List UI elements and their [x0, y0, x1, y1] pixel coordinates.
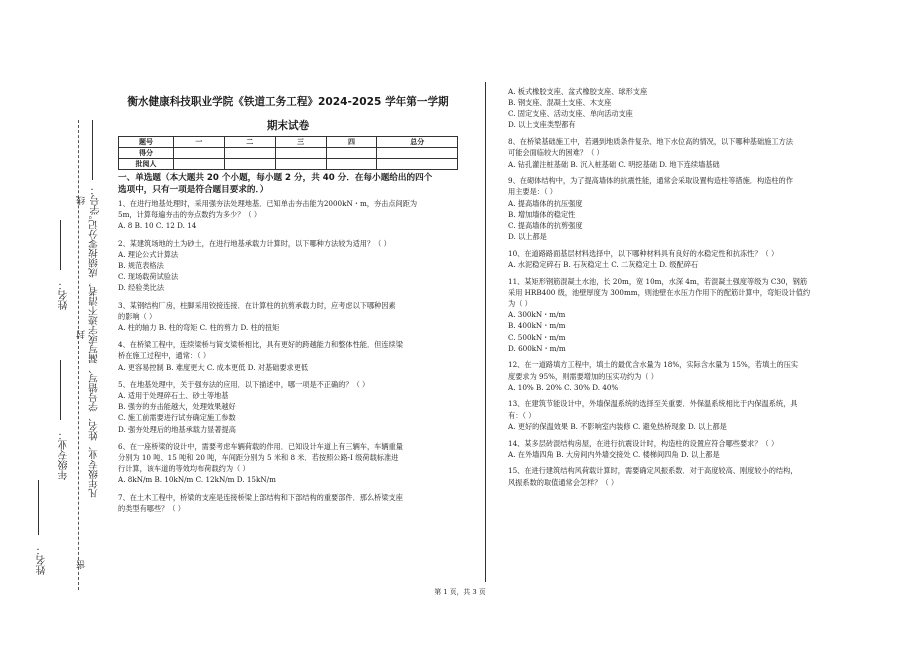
question-item — [508, 276, 838, 354]
question-option: B. 400kN・m/m — [508, 321, 566, 331]
question-option: A. 理论公式计算法 — [118, 249, 179, 259]
score-row — [119, 148, 458, 159]
question-option: A. 8kN/m B. 10kN/m C. 12kN/m D. 15kN/m — [118, 475, 276, 485]
question-stem: 14、某多层砖混结构房屋，在进行抗震设计时，构造柱的设置应符合哪些要求？（ ） — [508, 438, 779, 448]
question-option: C. 500kN・m/m — [508, 332, 566, 342]
name-field-2[interactable] — [38, 480, 39, 535]
question-stem: 10、在道路路面基层材料选择中，以下哪种材料具有良好的水稳定性和抗冻性？（ ） — [508, 248, 779, 258]
name-field[interactable] — [60, 220, 61, 270]
seal-mark-line: 线 — [77, 196, 87, 205]
question-option: A. 更好的保温效果 B. 不影响室内装修 C. 避免热桥现象 D. 以上都是 — [508, 421, 727, 431]
question-stem: 4、在桥梁工程中，连续梁桥与简支梁桥相比，具有更好的跨越能力和整体性能．但连续梁 — [118, 340, 403, 350]
question-stem: 5m，计算每遍夯击的夯点数约为多少？（ ） — [118, 210, 262, 220]
question-item — [508, 86, 838, 131]
question-stem: 15、在进行建筑结构风荷载计算时，需要确定风振系数．对于高度较高、刚度较小的结构， — [508, 466, 798, 476]
student-id-field[interactable] — [92, 120, 93, 180]
question-item — [508, 438, 838, 460]
question-option: D. 以上都是 — [508, 232, 547, 242]
question-stem: 9、在砌体结构中，为了提高墙体的抗震性能，通常会采取设置构造柱等措施．构造柱的作 — [508, 176, 793, 186]
question-stem: 桥在施工过程中，通常：（ ） — [118, 351, 211, 361]
question-stem: 8、在桥梁基础施工中，若遇到地质条件复杂、地下水位高的情况，以下哪种基础施工方法 — [508, 137, 793, 147]
score-header-cell: 总分 — [377, 137, 458, 148]
name-label: 姓名： — [59, 280, 70, 310]
seal-mark-close: 密 — [77, 560, 87, 569]
notice-text: 凡年级专业、姓名、学号错写、漏写或字迹不清者，成绩按零分记。 — [89, 210, 100, 498]
question-option: D. 以上支座类型都有 — [508, 120, 576, 130]
question-item — [118, 492, 458, 514]
reviewer-cell[interactable] — [326, 159, 377, 170]
question-option: B. 钢支座、混凝土支座、木支座 — [508, 98, 612, 108]
seal-line — [78, 120, 79, 590]
question-stem: 的影响（ ） — [118, 311, 157, 321]
score-header-cell: 一 — [174, 137, 225, 148]
question-option: D. 强夯处理后的地基承载力显著提高 — [118, 424, 236, 434]
reviewer-cell[interactable] — [275, 159, 326, 170]
exam-subtitle: 期末试卷 — [266, 120, 310, 132]
question-option: B. 增加墙体的稳定性 — [508, 209, 576, 219]
question-option: C. 固定支座、活动支座、单向活动支座 — [508, 109, 633, 119]
section-heading — [118, 172, 458, 197]
question-option: A. 柱的轴力 B. 柱的弯矩 C. 柱的剪力 D. 柱的扭矩 — [118, 322, 280, 332]
score-header-cell: 三 — [275, 137, 326, 148]
name-label-2: 姓名： — [37, 545, 48, 575]
question-stem: 2、某建筑场地的土为砂土，在进行地基承载力计算时，以下哪种方法较为适用？（ ） — [118, 238, 391, 248]
binding-strip — [0, 0, 110, 651]
score-table — [118, 136, 458, 170]
reviewer-cell[interactable] — [174, 159, 225, 170]
question-option: C. 施工前需要进行试夯确定施工参数 — [118, 413, 236, 423]
major-label: 年级专业： — [59, 430, 70, 480]
question-stem: 6、在一座桥梁的设计中，需要考虑车辆荷载的作用．已知设计车道上有三辆车，车辆重量 — [118, 441, 403, 451]
left-column-questions — [118, 198, 458, 520]
question-option: A. 在外墙四角 B. 大房间内外墙交接处 C. 楼梯间四角 D. 以上都是 — [508, 449, 720, 459]
question-stem: 采用 HRB400 级，池壁厚度为 300mm，则池壁在水压力作用下的配筋计算中，弯矩设计值约 — [508, 287, 811, 297]
question-stem: 有：（ ） — [508, 410, 536, 420]
question-stem: 为（ ） — [508, 299, 532, 309]
question-item — [508, 136, 838, 169]
question-item — [508, 359, 838, 392]
question-stem: 可能会面临较大的困难？（ ） — [508, 148, 604, 158]
question-stem: 的类型有哪些？（ ） — [118, 503, 185, 513]
section-heading-line1: 一、单选题（本大题共 20 个小题，每小题 2 分，共 40 分．在每小题给出的四个 — [118, 173, 433, 183]
question-option: A. 提高墙体的抗压强度 — [508, 198, 583, 208]
score-cell[interactable] — [275, 148, 326, 159]
question-item — [118, 379, 458, 435]
question-stem: 11、某矩形钢筋混凝土水池，长 20m，宽 10m，水深 4m，若混凝土强度等级为 C30，钢筋 — [508, 276, 808, 286]
exam-title: 衡水健康科技职业学院《铁道工务工程》2024-2025 学年第一学期 — [127, 96, 449, 108]
question-item — [508, 175, 838, 242]
section-heading-line2: 选项中，只有一项是符合题目要求的．） — [118, 185, 269, 196]
question-option: B. 强夯的夯击能越大，处理效果越好 — [118, 402, 236, 412]
question-stem: 1、在进行地基处理时，采用强夯法处理地基．已知单击夯击能为2000kN・m，夯击点间距为 — [118, 199, 418, 208]
column-divider — [485, 82, 486, 582]
page-number: 第 1 页，共 3 页 — [434, 588, 486, 596]
question-item — [118, 441, 458, 486]
major-field[interactable] — [60, 360, 61, 420]
question-option: A. 8 B. 10 C. 12 D. 14 — [118, 221, 197, 231]
question-option: D. 经验类比法 — [118, 283, 165, 293]
question-option: A. 板式橡胶支座、盆式橡胶支座、球形支座 — [508, 87, 648, 96]
question-stem: 3、某钢结构厂房，柱脚采用铰接连接．在计算柱的抗剪承载力时，应考虑以下哪种因素 — [118, 300, 396, 310]
question-stem: 行计算，该车道的等效均布荷载约为（ ） — [118, 464, 250, 474]
seal-mark-seal: 封 — [77, 330, 87, 339]
reviewer-row-label: 批阅人 — [119, 159, 174, 170]
question-stem: 分别为 10 吨、15 吨和 20 吨，车间距分别为 5 米和 8 米．若按照公路-Ⅰ 级荷载标准进 — [118, 453, 399, 463]
question-option: A. 钻孔灌注桩基础 B. 沉入桩基础 C. 明挖基础 D. 地下连续墙基础 — [508, 159, 720, 169]
question-option: C. 提高墙体的抗剪强度 — [508, 220, 583, 230]
question-stem: 7、在土木工程中，桥梁的支座是连接桥梁上部结构和下部结构的重要部件．那么桥梁支座 — [118, 492, 403, 502]
question-stem: 用主要是：（ ） — [508, 187, 557, 197]
question-stem: 风振系数的取值通常会怎样？（ ） — [508, 477, 619, 487]
question-item — [118, 339, 458, 372]
question-option: A. 适用于处理碎石土、砂土等地基 — [118, 391, 229, 401]
question-item — [508, 248, 838, 270]
score-cell[interactable] — [377, 148, 458, 159]
score-table-header-row — [119, 137, 458, 148]
question-stem: 度要求为 95%，则需要增加的压实功约为（ ） — [508, 371, 658, 381]
score-row-label: 得分 — [119, 148, 174, 159]
score-cell[interactable] — [174, 148, 225, 159]
question-option: A. 更容易控制 B. 难度更大 C. 成本更低 D. 对基础要求更低 — [118, 362, 309, 372]
question-option: A. 300kN・m/m — [508, 310, 566, 320]
question-option: A. 10% B. 20% C. 30% D. 40% — [508, 382, 619, 392]
question-option: D. 600kN・m/m — [508, 343, 566, 353]
question-item — [118, 198, 458, 231]
reviewer-cell[interactable] — [224, 159, 275, 170]
score-header-cell: 四 — [326, 137, 377, 148]
student-id-label: 学号： — [91, 185, 102, 215]
question-item — [508, 398, 838, 431]
question-option: C. 现场载荷试验法 — [118, 272, 179, 282]
score-header-cell: 题号 — [119, 137, 174, 148]
question-item — [508, 465, 838, 487]
reviewer-row — [119, 159, 458, 170]
score-cell[interactable] — [326, 148, 377, 159]
question-item — [118, 238, 458, 294]
question-stem: 12、在一道路填方工程中，填土的最优含水量为 18%，实际含水量为 15%，若填土的压实 — [508, 360, 799, 370]
reviewer-cell[interactable] — [377, 159, 458, 170]
question-item — [118, 300, 458, 333]
question-option: B. 规范表格法 — [118, 260, 164, 270]
score-cell[interactable] — [224, 148, 275, 159]
question-stem: 5、在地基处理中，关于强夯法的应用．以下描述中，哪一项是不正确的？（ ） — [118, 379, 370, 389]
score-header-cell: 二 — [224, 137, 275, 148]
right-column-questions — [508, 86, 838, 493]
question-option: A. 水泥稳定碎石 B. 石灰稳定土 C. 二灰稳定土 D. 级配碎石 — [508, 259, 699, 269]
question-stem: 13、在建筑节能设计中，外墙保温系统的选择至关重要．外保温系统相比于内保温系统，具 — [508, 399, 798, 409]
